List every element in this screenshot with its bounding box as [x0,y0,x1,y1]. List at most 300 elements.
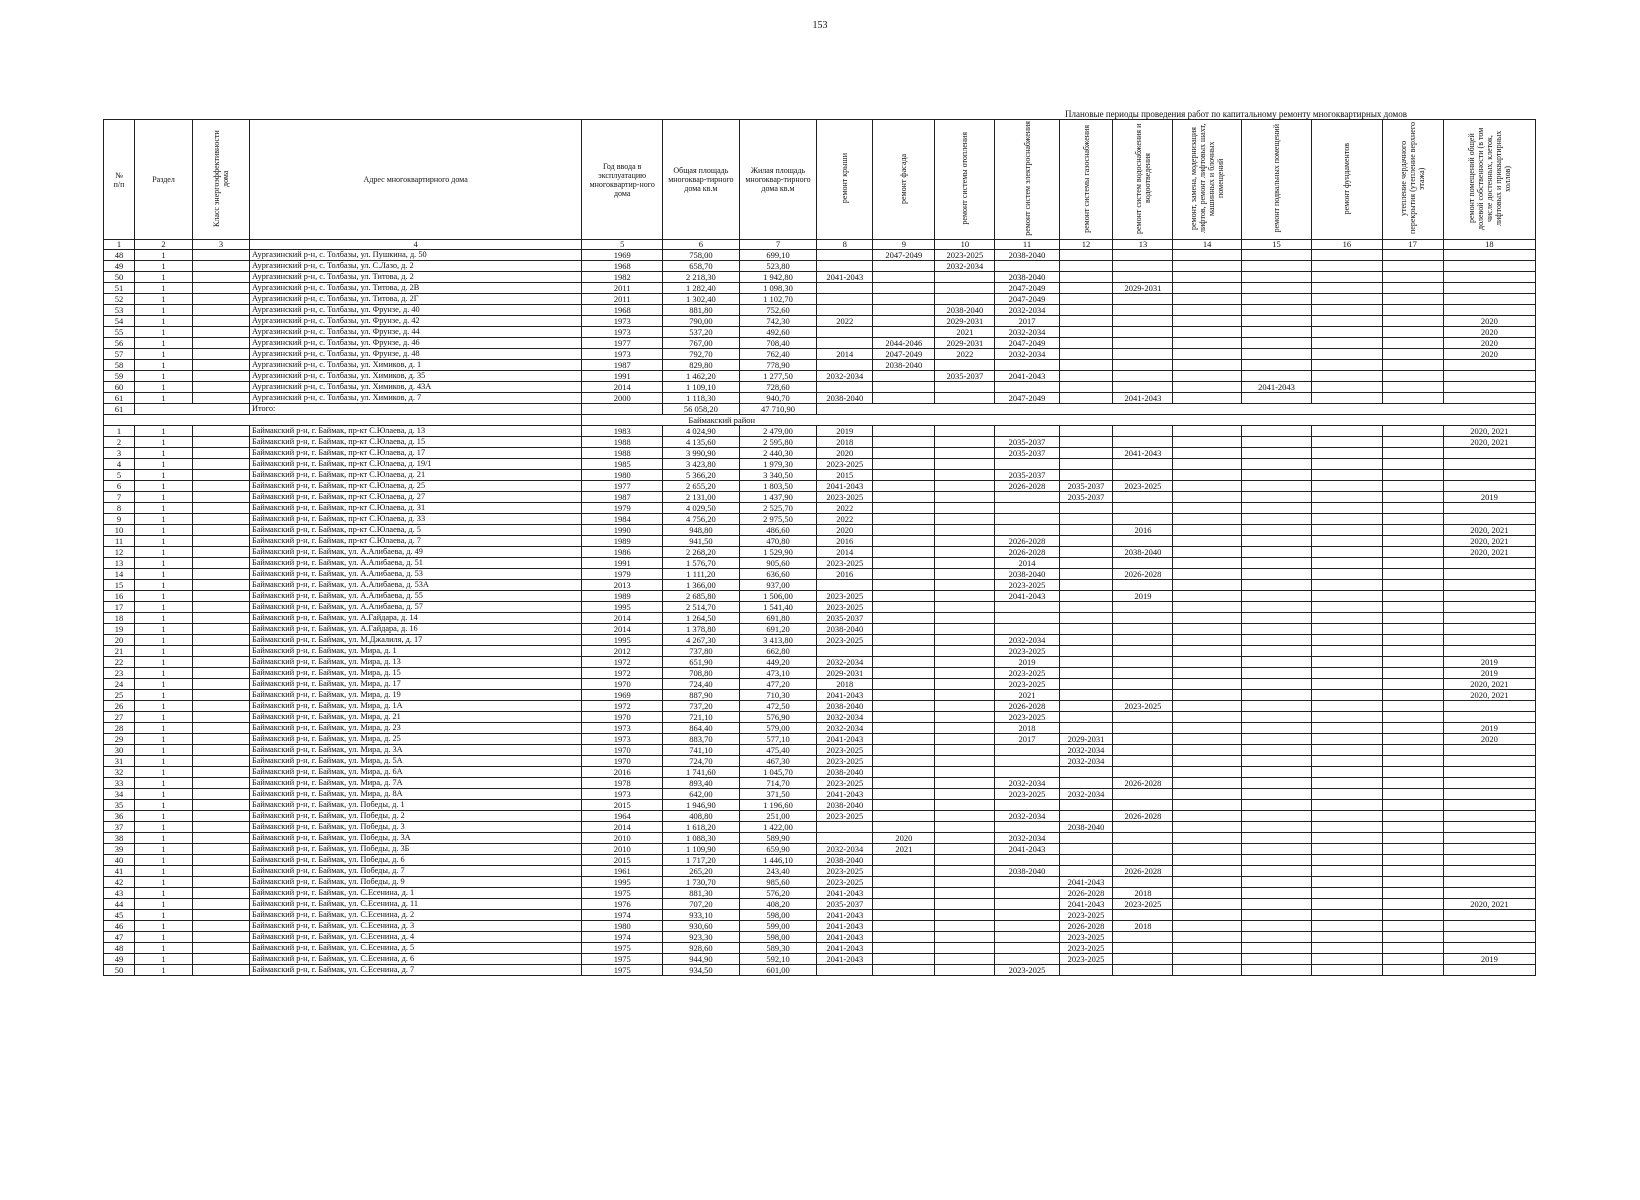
table-cell [1173,668,1241,679]
table-cell [1382,723,1443,734]
table-cell: 2041-2043 [1113,393,1173,404]
table-cell: 2032-2034 [1059,756,1113,767]
table-cell [1173,514,1241,525]
table-cell: 2038-2040 [817,800,873,811]
address-cell: Баймакский р-н, г. Баймак, ул. Мира, д. 23 [249,723,581,734]
table-cell [1312,690,1382,701]
table-row [104,943,1536,954]
table-cell: 15 [104,580,135,591]
table-cell [1241,437,1311,448]
table-cell [1312,305,1382,316]
table-cell [1312,701,1382,712]
table-row [104,448,1536,459]
table-cell: 1972 [582,657,663,668]
table-cell [193,624,250,635]
table-cell: 486,60 [739,525,817,536]
table-cell: 2038-2040 [817,701,873,712]
table-cell [1241,855,1311,866]
table-cell [1113,932,1173,943]
table-cell: 2023-2025 [1059,910,1113,921]
table-row [104,789,1536,800]
table-cell [1443,712,1535,723]
table-cell [935,448,995,459]
table-cell [1382,327,1443,338]
table-cell: 2013 [582,580,663,591]
total-spacer [582,404,663,415]
table-cell: 2035-2037 [1059,492,1113,503]
table-cell: 2032-2034 [995,778,1059,789]
table-cell: 48 [104,943,135,954]
table-row [104,261,1536,272]
table-cell [1113,327,1173,338]
table-row [104,932,1536,943]
table-cell: 2035-2037 [817,899,873,910]
table-cell [1382,921,1443,932]
table-cell [1113,459,1173,470]
table-cell [1312,877,1382,888]
table-cell: 1 [135,371,193,382]
table-cell [1059,382,1113,393]
table-cell: 2020, 2021 [1443,547,1535,558]
table-cell [1382,778,1443,789]
table-cell [873,547,935,558]
table-cell: 2041-2043 [817,921,873,932]
table-cell [1382,338,1443,349]
table-cell [935,756,995,767]
table-cell [1443,756,1535,767]
table-cell [1059,327,1113,338]
table-cell [1173,635,1241,646]
table-cell: 2026-2028 [1113,569,1173,580]
table-cell: 710,30 [739,690,817,701]
table-cell [873,734,935,745]
total-living-area: 47 710,90 [739,404,817,415]
address-cell: Баймакский р-н, г. Баймак, ул. Победы, д. 1 [249,800,581,811]
table-cell: 29 [104,734,135,745]
table-cell [1382,470,1443,481]
table-cell [1113,492,1173,503]
col-header-living-area: Жилая площадь многоквар-тирного дома кв.м [739,120,817,240]
table-cell [1443,272,1535,283]
address-cell: Баймакский р-н, г. Баймак, ул. С.Есенина, д. 6 [249,954,581,965]
table-cell [1443,481,1535,492]
table-cell: 2016 [1113,525,1173,536]
table-cell [1113,503,1173,514]
table-cell [1382,712,1443,723]
table-cell [1241,800,1311,811]
col-header-total-area: Общая площадь многоквар-тирного дома кв.м [663,120,740,240]
table-row [104,701,1536,712]
table-cell [1382,635,1443,646]
table-cell [817,250,873,261]
table-cell [935,613,995,624]
table-cell [1382,525,1443,536]
col-header-water: ремонт систем водоснабжения и водоотведения [1113,120,1173,240]
table-cell [1443,393,1535,404]
table-cell: 2032-2034 [1059,745,1113,756]
table-cell: 589,30 [739,943,817,954]
table-cell: 933,10 [663,910,740,921]
table-cell [873,448,935,459]
table-cell [817,283,873,294]
table-cell [1241,679,1311,690]
table-cell [1382,745,1443,756]
table-cell: 2023-2025 [995,965,1059,976]
table-cell [1443,382,1535,393]
table-cell: 2012 [582,646,663,657]
table-cell: 2032-2034 [1059,789,1113,800]
table-cell [1241,668,1311,679]
table-cell [1382,580,1443,591]
total-spacer [817,404,1536,415]
table-cell: 2029-2031 [817,668,873,679]
table-cell: 1 [135,734,193,745]
table-cell: 2032-2034 [995,327,1059,338]
table-cell [1443,635,1535,646]
table-cell: 1 [135,492,193,503]
table-cell [1443,910,1535,921]
table-cell [1382,833,1443,844]
table-cell [817,360,873,371]
table-row [104,327,1536,338]
table-cell: 1987 [582,492,663,503]
table-cell: 53 [104,305,135,316]
table-cell: 14 [104,569,135,580]
table-cell [935,734,995,745]
table-cell: 1989 [582,591,663,602]
table-cell: 2020, 2021 [1443,899,1535,910]
table-cell: 5 366,20 [663,470,740,481]
table-cell [1241,833,1311,844]
table-cell [873,316,935,327]
address-cell: Аургазинский р-н, с. Толбазы, ул. Химиков, д. 7 [249,393,581,404]
table-cell [1382,437,1443,448]
table-cell: 1974 [582,932,663,943]
table-cell [1173,910,1241,921]
table-cell [1113,965,1173,976]
table-cell [995,767,1059,778]
table-cell: 883,70 [663,734,740,745]
table-cell [1241,272,1311,283]
table-cell: 1 111,20 [663,569,740,580]
column-number-cell: 11 [995,240,1059,250]
table-cell [193,844,250,855]
table-cell [193,536,250,547]
table-cell [935,921,995,932]
table-cell [193,811,250,822]
table-row [104,492,1536,503]
table-cell: 47 [104,932,135,943]
address-cell: Баймакский р-н, г. Баймак, пр-кт С.Юлаева, д. 33 [249,514,581,525]
table-cell: 1 [135,844,193,855]
table-cell [193,250,250,261]
table-cell: 2020, 2021 [1443,426,1535,437]
table-cell: 1 [135,811,193,822]
table-cell [1173,789,1241,800]
table-cell [935,426,995,437]
address-cell: Баймакский р-н, г. Баймак, ул. Мира, д. 6А [249,767,581,778]
table-cell [935,272,995,283]
table-cell: 2041-2043 [817,481,873,492]
table-cell: 2021 [935,327,995,338]
table-cell [1443,888,1535,899]
table-row [104,470,1536,481]
table-cell: 492,60 [739,327,817,338]
table-cell: 1 [135,591,193,602]
table-cell [1312,360,1382,371]
table-cell [1241,965,1311,976]
table-cell [1382,800,1443,811]
table-cell: 2020, 2021 [1443,437,1535,448]
table-cell [1443,602,1535,613]
table-cell [1382,734,1443,745]
table-row [104,294,1536,305]
total-row [104,404,1536,415]
table-cell: 2 655,20 [663,481,740,492]
table-cell: 658,70 [663,261,740,272]
table-cell [193,327,250,338]
table-cell: 778,90 [739,360,817,371]
table-cell [873,635,935,646]
table-cell [817,382,873,393]
table-cell [1443,591,1535,602]
table-cell: 38 [104,833,135,844]
table-cell: 1 [135,888,193,899]
table-cell: 1 [135,932,193,943]
table-cell: 2014 [817,547,873,558]
table-cell [1241,745,1311,756]
table-cell [193,580,250,591]
table-cell [995,921,1059,932]
table-cell: 2032-2034 [995,811,1059,822]
col-header-heating: ремонт системы отопления [935,120,995,240]
table-cell: 662,80 [739,646,817,657]
table-row [104,338,1536,349]
address-cell: Баймакский р-н, г. Баймак, ул. Мира, д. 25 [249,734,581,745]
table-cell: 2041-2043 [1241,382,1311,393]
table-row [104,393,1536,404]
table-cell: 1 [135,448,193,459]
table-row [104,800,1536,811]
table-cell: 2047-2049 [873,250,935,261]
table-cell: 1 [135,382,193,393]
table-cell [1443,877,1535,888]
table-cell [1113,833,1173,844]
table-cell: 1 [135,360,193,371]
table-cell: 724,70 [663,756,740,767]
table-cell [935,360,995,371]
table-row [104,899,1536,910]
table-cell: 2035-2037 [935,371,995,382]
table-cell [1173,371,1241,382]
table-cell [1059,668,1113,679]
table-cell [1113,877,1173,888]
table-cell [1173,745,1241,756]
region-row [104,415,1536,426]
table-cell [193,899,250,910]
column-number-cell: 7 [739,240,817,250]
table-cell [873,481,935,492]
table-cell: 2 218,30 [663,272,740,283]
table-cell [1382,811,1443,822]
table-cell: 1986 [582,547,663,558]
table-row [104,536,1536,547]
table-cell: 35 [104,800,135,811]
address-cell: Аургазинский р-н, с. Толбазы, ул. Фрунзе, д. 42 [249,316,581,327]
table-cell [1241,690,1311,701]
table-cell [873,921,935,932]
table-cell: 948,80 [663,525,740,536]
table-cell: 2038-2040 [995,569,1059,580]
table-cell: 2032-2034 [817,657,873,668]
table-row [104,525,1536,536]
table-cell: 473,10 [739,668,817,679]
table-cell [1443,294,1535,305]
table-cell: 2038-2040 [1113,547,1173,558]
table-cell [1113,294,1173,305]
table-cell: 1982 [582,272,663,283]
table-cell: 43 [104,888,135,899]
table-cell [935,822,995,833]
table-cell [995,910,1059,921]
table-cell [1241,734,1311,745]
table-cell: 592,10 [739,954,817,965]
table-cell: 1 618,20 [663,822,740,833]
table-cell [193,360,250,371]
table-cell: 1970 [582,745,663,756]
table-cell: 1973 [582,789,663,800]
address-cell: Аургазинский р-н, с. Толбазы, ул. Пушкина, д. 50 [249,250,581,261]
table-cell [1241,723,1311,734]
table-cell [1113,745,1173,756]
table-cell: 1974 [582,910,663,921]
table-cell [1173,283,1241,294]
table-cell [1059,866,1113,877]
table-cell [935,580,995,591]
address-cell: Аургазинский р-н, с. Толбазы, ул. Химиков, д. 35 [249,371,581,382]
table-cell: 1970 [582,679,663,690]
table-cell [1173,844,1241,855]
table-cell: 937,00 [739,580,817,591]
table-cell: 2023-2025 [1113,701,1173,712]
table-cell [1443,844,1535,855]
table-cell [1173,261,1241,272]
table-cell: 11 [104,536,135,547]
table-cell: 2041-2043 [817,734,873,745]
table-cell: 2035-2037 [995,470,1059,481]
table-row [104,756,1536,767]
table-cell [1113,349,1173,360]
address-cell: Баймакский р-н, г. Баймак, ул. Победы, д. 7 [249,866,581,877]
address-cell: Баймакский р-н, г. Баймак, ул. С.Есенина, д. 3 [249,921,581,932]
table-cell [935,965,995,976]
table-cell [1312,261,1382,272]
table-cell [1173,800,1241,811]
table-cell: 2026-2028 [1059,921,1113,932]
table-cell: 1 [135,701,193,712]
table-cell [1382,459,1443,470]
table-cell: 636,60 [739,569,817,580]
table-cell [193,382,250,393]
table-cell [1312,591,1382,602]
table-cell [1059,833,1113,844]
table-cell [1173,481,1241,492]
table-row [104,316,1536,327]
table-cell [1113,602,1173,613]
table-cell: 18 [104,613,135,624]
table-cell [935,943,995,954]
table-cell [1173,690,1241,701]
table-cell [935,459,995,470]
table-cell: 1 282,40 [663,283,740,294]
table-cell [1241,943,1311,954]
table-cell [1173,646,1241,657]
table-cell [1312,525,1382,536]
table-cell: 2023-2025 [1059,943,1113,954]
table-cell [1312,954,1382,965]
table-cell [193,481,250,492]
table-cell [1059,448,1113,459]
address-cell: Аургазинский р-н, с. Толбазы, ул. Фрунзе, д. 48 [249,349,581,360]
table-cell [1312,921,1382,932]
table-cell [1173,305,1241,316]
table-cell [1443,778,1535,789]
table-cell: 52 [104,294,135,305]
table-cell: 2010 [582,844,663,855]
table-row [104,360,1536,371]
table-cell [193,437,250,448]
table-cell [193,316,250,327]
table-row [104,921,1536,932]
table-cell: 707,20 [663,899,740,910]
table-row [104,679,1536,690]
table-cell: 2022 [817,316,873,327]
table-cell: 1973 [582,723,663,734]
table-cell [1059,723,1113,734]
table-cell: 1995 [582,602,663,613]
table-row [104,547,1536,558]
table-cell: 2017 [995,734,1059,745]
table-row [104,877,1536,888]
table-cell [935,558,995,569]
table-cell [873,778,935,789]
table-cell: 1995 [582,635,663,646]
table-cell: 51 [104,283,135,294]
table-cell [1312,393,1382,404]
address-cell: Аургазинский р-н, с. Толбазы, ул. С.Лазо, д. 2 [249,261,581,272]
table-cell: 1 [135,745,193,756]
table-cell [1173,525,1241,536]
table-cell [1382,822,1443,833]
table-cell: 2014 [817,349,873,360]
table-cell: 1 541,40 [739,602,817,613]
table-cell [1443,569,1535,580]
table-cell [1059,470,1113,481]
table-cell [817,261,873,272]
table-cell [873,602,935,613]
table-cell: 470,80 [739,536,817,547]
table-cell: 1 118,30 [663,393,740,404]
table-cell: 22 [104,657,135,668]
table-cell: 1 264,50 [663,613,740,624]
column-number-cell: 6 [663,240,740,250]
table-cell [1382,613,1443,624]
table-cell [1312,294,1382,305]
table-cell: 2019 [1113,591,1173,602]
table-cell [1312,283,1382,294]
table-cell [1312,833,1382,844]
table-cell: 1975 [582,943,663,954]
